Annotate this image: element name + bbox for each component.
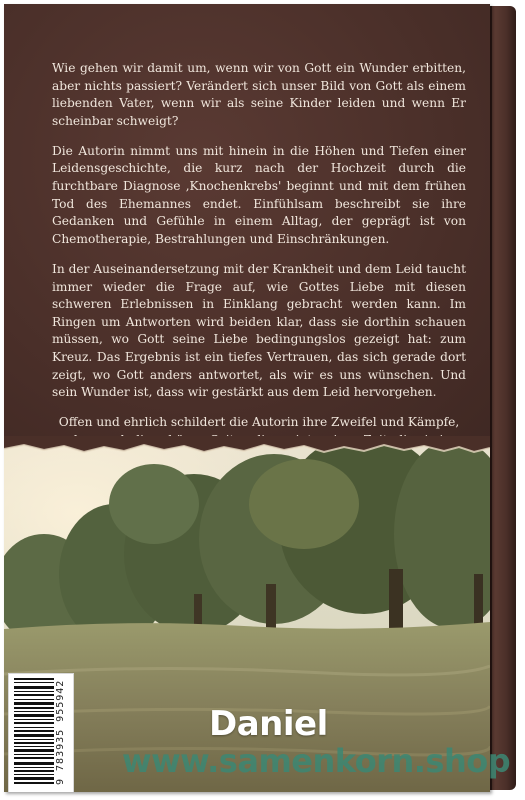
isbn-barcode <box>8 673 74 792</box>
isbn-number: 9 783935 955942 <box>55 679 66 785</box>
blurb-paragraph-4: Offen und ehrlich schildert die Autorin ihre Zweifel und Kämpfe, <box>58 415 460 430</box>
torn-edge <box>4 436 490 458</box>
book-back-cover <box>4 4 490 792</box>
spine-edge <box>490 6 492 790</box>
barcode-bars <box>14 678 54 786</box>
blurb-paragraph-3: In der Auseinandersetzung mit der Krankheit und dem Leid taucht immer wieder die Frage auf, wie Gottes Liebe mit diesen schweren Erlebnissen in Einklang gebracht werden kann. Im Ringen um Antworten wird beiden klar, dass sie dorthin schauen müssen, wo Gott seine Liebe bedingungslos gezeigt hat: zum Kreuz. Das Ergebnis ist ein tiefes Vertrauen, das sich gerade dort zeigt, wo Gott anders antwortet, als wir es uns wünschen. Und sein Wunder ist, dass wir gestärkt aus dem Leid hervorgehen. <box>52 261 466 400</box>
blurb-paragraph-1: Wie gehen wir damit um, wenn wir von Gott ein Wunder erbitten, aber nichts passiert? Verändert sich unser Bild von Gott als einem liebenden Vater, wenn wir als seine Kinder leiden und wenn Er scheinbar schweigt? <box>52 61 466 128</box>
shop-watermark: www.samenkorn.shop <box>122 742 511 780</box>
blurb-paragraph-2: Die Autorin nimmt uns mit hinein in die Höhen und Tiefen einer Leidensgeschichte, die kurz nach der Hochzeit durch die furchtbare Diagnose ‚Knochenkrebs' beginnt und mit dem frühen Tod des Ehemannes endet. Einfühlsam beschreibt sie ihre Gedanken und Gefühle in einem Alltag, der geprägt ist von Chemotherapie, Bestrahlungen und Einschränkungen. <box>52 143 466 246</box>
blurb-text <box>52 60 466 497</box>
publisher-logo: Daniel <box>209 704 328 744</box>
cover-text-panel <box>4 4 490 449</box>
